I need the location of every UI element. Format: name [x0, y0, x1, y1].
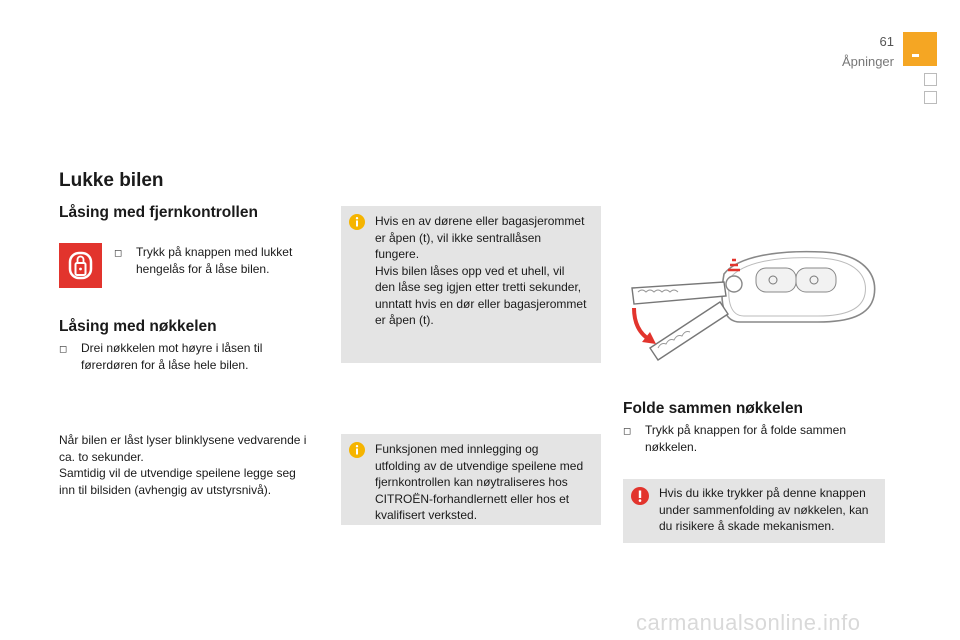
- info-icon: [349, 214, 365, 230]
- info-line: Funksjonen med innlegging og: [375, 442, 539, 456]
- warning-line: du risikere å skade mekanismen.: [659, 519, 835, 533]
- info-line: utfolding av de utvendige speilene med: [375, 458, 584, 473]
- bullet-icon: ◻: [623, 426, 632, 437]
- info-line: unntatt hvis en dør eller bagasjerommet: [375, 296, 587, 311]
- footer-watermark: carmanualsonline.info: [636, 610, 861, 635]
- note-line: ca. to sekunder.: [59, 449, 144, 464]
- folding-key-illustration: [628, 244, 880, 366]
- remote-locking-step: [114, 244, 314, 277]
- note-line: Samtidig vil de utvendige speilene legge seg: [59, 466, 296, 480]
- info-line: er åpen (t), vil ikke sentrallåsen: [375, 230, 542, 245]
- info-line: den låse seg igjen etter tretti sekunder,: [375, 280, 582, 294]
- info-box-mirrors: [341, 434, 601, 525]
- info-line: fungere.: [375, 247, 420, 261]
- bullet-icon: ◻: [59, 344, 68, 355]
- lock-button-icon: [59, 243, 102, 288]
- remote-locking-step-text: Trykk på knappen med lukket hengelås for å låse bilen.: [136, 245, 293, 276]
- info-line: Hvis en av dørene eller bagasjerommet: [375, 214, 585, 228]
- info-line: er åpen (t).: [375, 313, 434, 327]
- page-title: Lukke bilen: [59, 170, 164, 191]
- key-locking-step-text: Drei nøkkelen mot høyre i låsen til førerdøren for å låse hele bilen.: [81, 341, 263, 372]
- info-line: fjernkontrollen kan nøytraliseres hos: [375, 475, 568, 489]
- note-line: inn til bilsiden (avhengig av utstyrsnivå).: [59, 482, 272, 497]
- warning-icon: [631, 487, 649, 505]
- warning-box-fold: [623, 479, 885, 543]
- key-locking-heading: Låsing med nøkkelen: [59, 318, 217, 335]
- chapter-tab-active: [903, 32, 937, 66]
- info-line: CITROËN-forhandlernett eller hos et: [375, 491, 570, 506]
- section-name: Åpninger: [841, 54, 894, 69]
- note-line: Når bilen er låst lyser blinklysene vedvarende i: [59, 433, 307, 447]
- chapter-tab: [924, 73, 937, 86]
- info-box-central-locking: [341, 206, 601, 363]
- key-locking-step: [59, 340, 309, 373]
- info-icon: [349, 442, 365, 458]
- warning-line: Hvis du ikke trykker på denne knappen: [659, 486, 866, 500]
- chapter-tab: [924, 91, 937, 104]
- bullet-icon: ◻: [114, 248, 123, 259]
- fold-key-step-text: Trykk på knappen for å folde sammen nøkkelen.: [645, 423, 846, 454]
- info-line: kvalifisert verksted.: [375, 508, 478, 522]
- locking-note: [59, 432, 321, 498]
- fold-key-step: [623, 422, 873, 455]
- info-line: Hvis bilen låses opp ved et uhell, vil: [375, 263, 565, 278]
- page-number: 61: [879, 34, 894, 49]
- warning-line: under sammenfolding av nøkkelen, kan: [659, 502, 869, 517]
- chapter-tab-marker: [912, 54, 919, 57]
- fold-key-heading: Folde sammen nøkkelen: [623, 400, 804, 417]
- remote-locking-heading: Låsing med fjernkontrollen: [59, 204, 258, 221]
